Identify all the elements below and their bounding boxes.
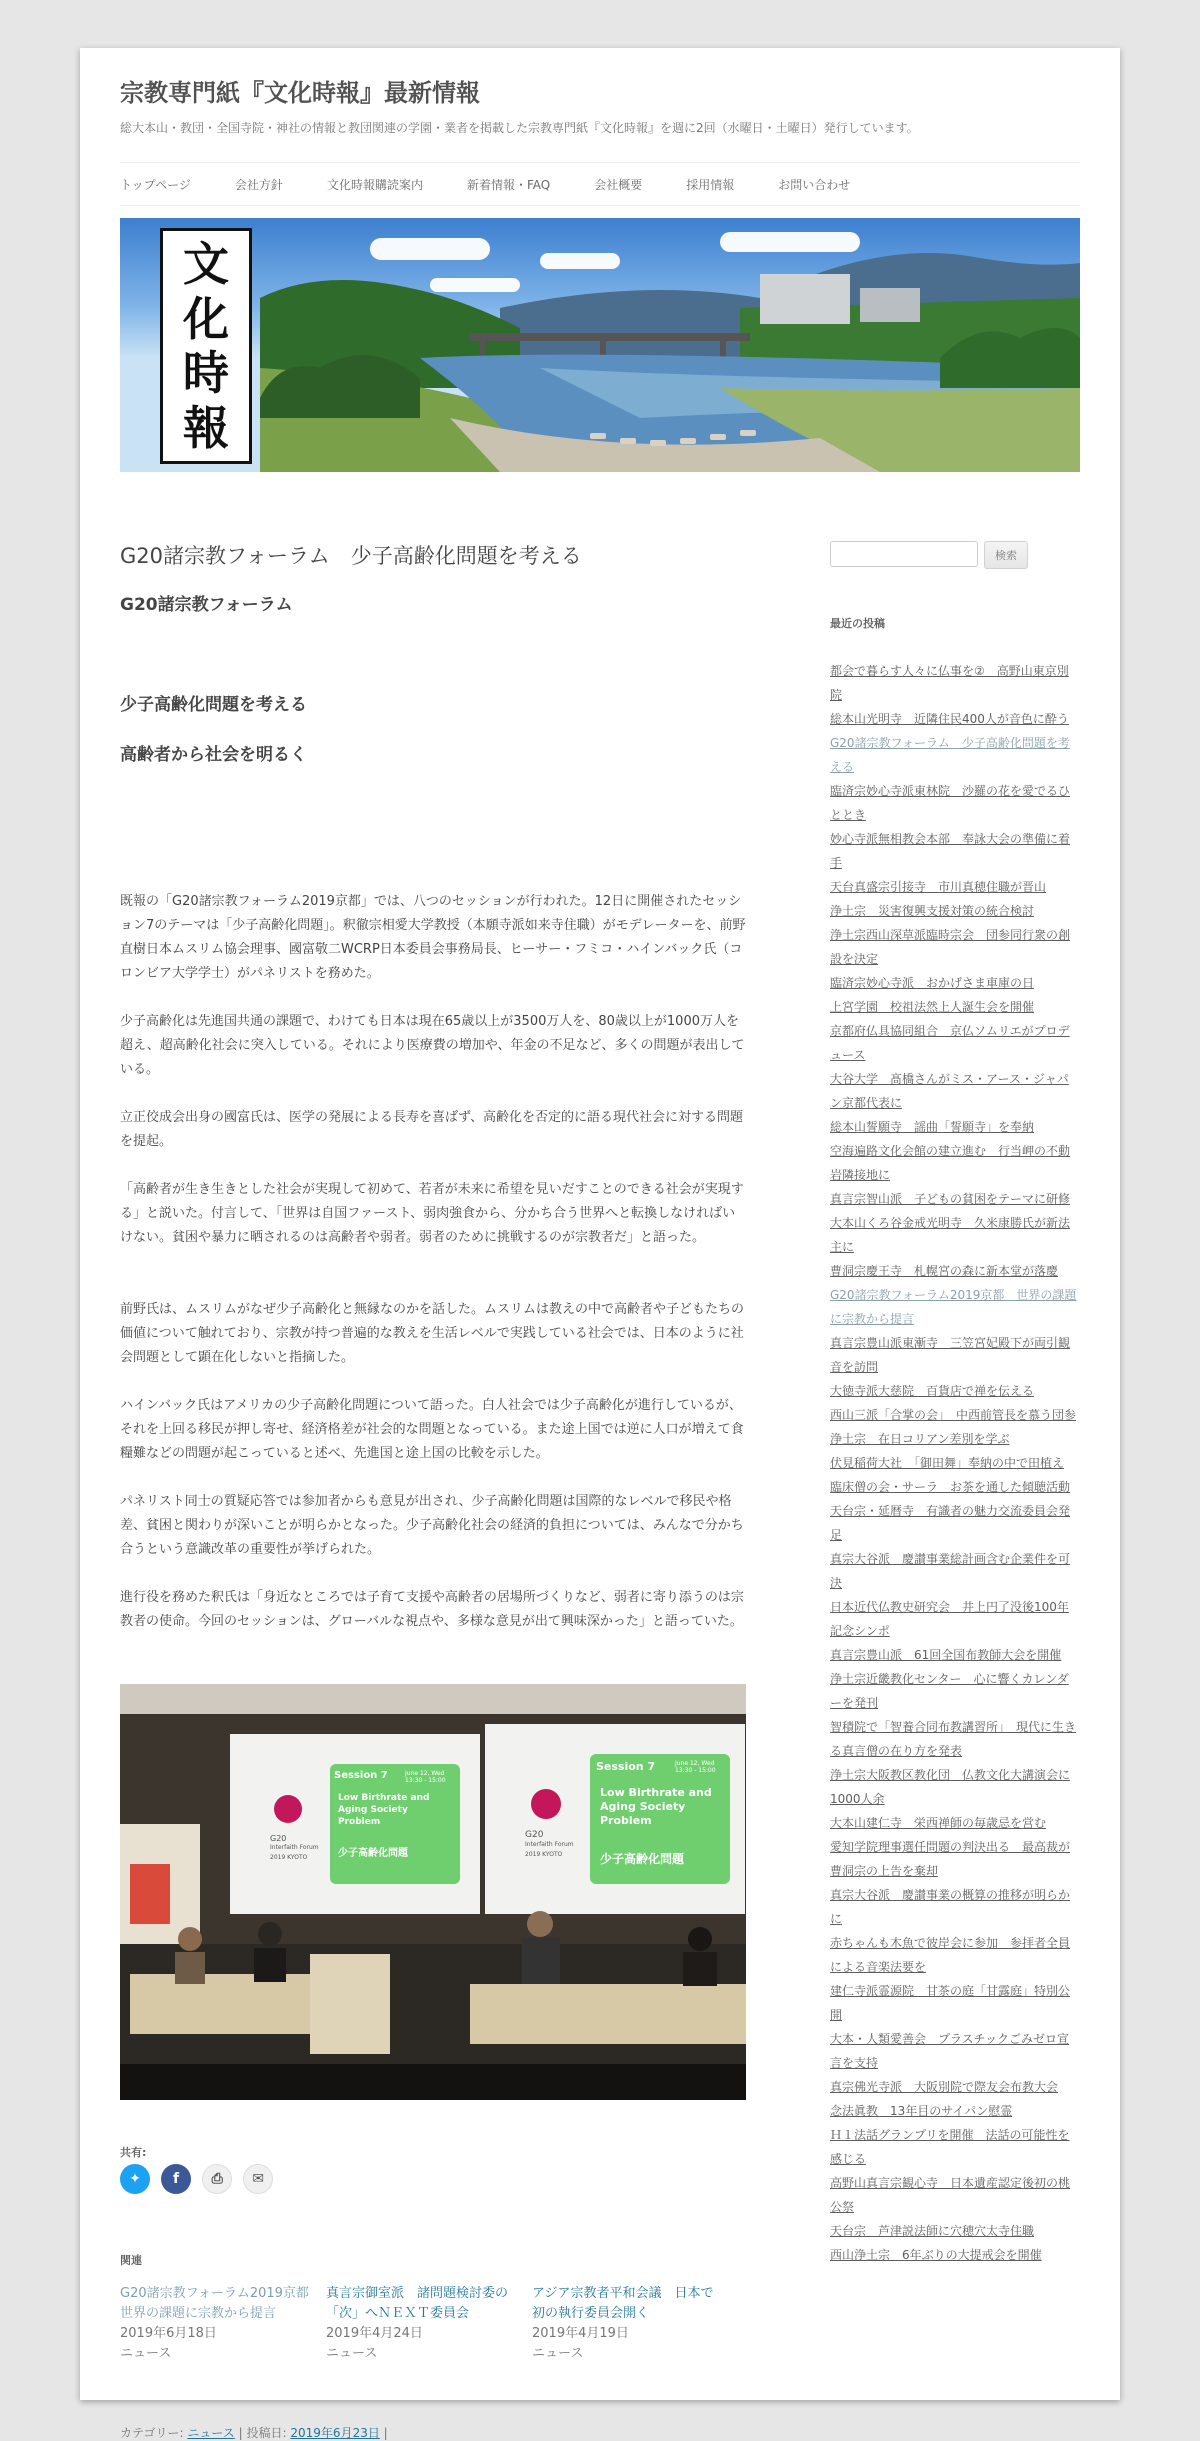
- recent-post-link[interactable]: 西山三派「合掌の会」 中西前管長を慕う団参: [830, 1408, 1077, 1422]
- nav-item-policy[interactable]: 会社方針: [234, 177, 283, 192]
- facebook-icon: f: [173, 2171, 180, 2187]
- related-item-category: ニュース: [532, 2346, 584, 2361]
- recent-post-link[interactable]: 真言宗豊山派東漸寺 三笠宮妃殿下が両引観音を訪問: [830, 1336, 1071, 1374]
- main-nav: [120, 162, 1080, 206]
- session-photo-scene: [120, 1684, 746, 2100]
- article-heading-sub: 高齢者から社会を明るく: [120, 745, 307, 765]
- recent-post-link[interactable]: 浄土宗近畿教化センター 心に響くカレンダーを発刊: [830, 1672, 1069, 1710]
- recent-post-link[interactable]: Ｈ１法話グランプリを開催 法話の可能性を感じる: [830, 2128, 1070, 2166]
- nav-item-recruit[interactable]: 採用情報: [686, 177, 735, 192]
- recent-post-link[interactable]: 大徳寺派大慈院 百貨店で禅を伝える: [830, 1384, 1035, 1398]
- recent-post-link[interactable]: 総本山光明寺 近隣住民400人が音色に酔う: [830, 712, 1069, 726]
- recent-post-link[interactable]: 高野山真言宗観心寺 日本遺産認定後初の桃公祭: [830, 2176, 1071, 2214]
- recent-post-link[interactable]: 天台真盛宗引接寺 市川真穂住職が晋山: [830, 880, 1047, 894]
- category-label: カテゴリー:: [120, 2426, 184, 2440]
- slide-topic-ja: 少子高齢化問題: [338, 1848, 408, 1859]
- slide-brand-forum-right: Interfaith Forum: [525, 1841, 574, 1848]
- related-item-title[interactable]: 真言宗御室派 諸問題検討委の「次」へＮＥＸＴ委員会: [326, 2286, 509, 2321]
- recent-post-link[interactable]: 智積院で「智養合同布教講習所」 現代に生きる真言僧の在り方を発表: [830, 1720, 1077, 1758]
- recent-post-link[interactable]: G20諸宗教フォーラム2019京都 世界の課題に宗教から提言: [830, 1288, 1077, 1326]
- email-share-button[interactable]: [243, 2164, 273, 2194]
- session-photo[interactable]: [120, 1684, 746, 2100]
- article-paragraph-4: 「高齢者が生き生きとした社会が実現して初めて、若者が未来に希望を見いだすことのできる社会が実現する」と説いた。付言して、「世界は自国ファースト、弱肉強食から、分かち合う世界へと転換しなければいけない。貧困や暴力に晒されるのは高齢者や弱者。弱者のために挑戦するのが宗教者だ」と語った。: [120, 1182, 744, 1245]
- recent-post-link[interactable]: 大谷大学 髙橋さんがミス・アース・ジャパン京都代表に: [830, 1072, 1069, 1110]
- recent-post-link[interactable]: 念法眞教 13年目のサイパン慰霊: [830, 2104, 1013, 2118]
- recent-post-link[interactable]: 伏見稲荷大社 「御田舞」奉納の中で田植え: [830, 1456, 1065, 1470]
- recent-posts-title: 最近の投稿: [830, 617, 885, 630]
- slide-brand-kyoto: 2019 KYOTO: [270, 1854, 308, 1861]
- recent-post-link[interactable]: 大本山建仁寺 栄西禅師の毎歳忌を営む: [830, 1816, 1047, 1830]
- recent-post-link[interactable]: 建仁寺派霊源院 甘茶の庭「甘露庭」特別公開: [830, 1984, 1071, 2022]
- slide-topic-ja-right: 少子高齢化問題: [600, 1852, 685, 1866]
- recent-post-link[interactable]: 空海遍路文化会館の建立進む 行当岬の不動岩隣接地に: [830, 1144, 1071, 1182]
- posted-date-link[interactable]: 2019年6月23日: [290, 2426, 380, 2440]
- recent-post-link[interactable]: 真言宗智山派 子どもの貧困をテーマに研修: [830, 1192, 1071, 1206]
- twitter-share-button[interactable]: [120, 2164, 150, 2194]
- recent-posts-list: [830, 659, 1080, 2267]
- article-paragraph-5: 前野氏は、ムスリムがなぜ少子高齢化と無縁なのかを話した。ムスリムは教えの中で高齢者や子どもたちの価値について触れており、宗教が持つ普遍的な教えを生活レベルで実践している社会では、日本のように社会問題として顕在化しないと指摘した。: [120, 1302, 745, 1365]
- meta-end-separator: |: [383, 2426, 388, 2440]
- related-item[interactable]: [326, 2284, 516, 2364]
- recent-post-link[interactable]: 浄土宗 在日コリアン差別を学ぶ: [830, 1432, 1010, 1446]
- recent-post-link[interactable]: 妙心寺派無相教会本部 奉詠大会の準備に着手: [830, 832, 1071, 870]
- recent-post-link[interactable]: 大本山くろ谷金戒光明寺 久米康勝氏が新法主に: [830, 1216, 1071, 1254]
- search-button[interactable]: 検索: [984, 541, 1028, 569]
- site-description: 総大本山・教団・全国寺院・神社の情報と教団関連の学園・業者を掲載した宗教専門紙『文化時報』を週に2回（水曜日・土曜日）発行しています。: [120, 121, 919, 136]
- slide-topic-en-right: Low Birthrate and Aging Society Problem: [600, 1786, 712, 1827]
- recent-post-link[interactable]: 愛知学院理事選任問題の判決出る 最高裁が曹洞宗の上告を棄却: [830, 1840, 1071, 1878]
- related-item-category: ニュース: [326, 2346, 378, 2361]
- meta-separator: |: [238, 2426, 243, 2440]
- recent-post-link[interactable]: 真言宗豊山派 61回全国布教師大会を開催: [830, 1648, 1062, 1662]
- recent-post-link[interactable]: 天台宗・延暦寺 有識者の魅力交流委員会発足: [830, 1504, 1071, 1542]
- nav-item-subscription[interactable]: 文化時報購読案内: [326, 177, 423, 192]
- article-paragraph-6: ハインバック氏はアメリカの少子高齢化問題について語った。白人社会では少子高齢化が進行しているが、それを上回る移民が押し寄せ、経済格差が社会的な問題となっている。また途上国では逆に人口が増えて食糧難などの問題が起こっていると述べ、先進国と途上国の比較を示した。: [120, 1398, 744, 1461]
- nav-item-contact[interactable]: お問い合わせ: [778, 177, 851, 192]
- related-item-date: 2019年6月18日: [120, 2326, 217, 2341]
- logo-char-3: 時: [183, 346, 229, 401]
- posted-label: 投稿日:: [246, 2426, 287, 2440]
- recent-post-link[interactable]: 真宗大谷派 慶讃事業の概算の推移が明らかに: [830, 1888, 1071, 1926]
- slide-session: Session 7: [334, 1770, 388, 1781]
- recent-post-link[interactable]: 真宗大谷派 慶讃事業総計画含む企業件を可決: [830, 1552, 1071, 1590]
- related-item[interactable]: [120, 2284, 322, 2364]
- recent-post-link[interactable]: 浄土宗大阪教区教化団 仏教文化大講演会に1000人余: [830, 1768, 1071, 1806]
- related-item-category: ニュース: [120, 2346, 172, 2361]
- page: [80, 48, 1120, 2440]
- recent-post-link[interactable]: 上宮学園 校祖法然上人誕生会を開催: [830, 1000, 1035, 1014]
- related-item-date: 2019年4月24日: [326, 2326, 423, 2341]
- share-buttons: [120, 2164, 279, 2194]
- related-item-title[interactable]: G20諸宗教フォーラム2019京都 世界の課題に宗教から提言: [120, 2286, 322, 2321]
- print-icon: ⎙: [211, 2171, 223, 2187]
- recent-post-link[interactable]: 都会で暮らす人々に仏事を② 高野山東京別院: [830, 664, 1069, 702]
- email-icon: ✉: [252, 2171, 265, 2187]
- facebook-share-button[interactable]: [161, 2164, 191, 2194]
- recent-post-link[interactable]: 天台宗 芦津説法師に穴穂穴太寺住職: [830, 2224, 1035, 2238]
- slide-brand-forum: Interfaith Forum: [270, 1844, 319, 1851]
- entry-meta: [120, 2424, 388, 2441]
- recent-post-link[interactable]: 大本・人類愛善会 プラスチックごみゼロ宣言を支持: [830, 2032, 1070, 2070]
- recent-post-link[interactable]: 曹洞宗慶王寺 札幌宮の森に新本堂が落慶: [830, 1264, 1059, 1278]
- article-heading-forum: G20諸宗教フォーラム: [120, 595, 293, 615]
- recent-post-link[interactable]: 総本山誓願寺 謡曲「誓願寺」を奉納: [830, 1120, 1035, 1134]
- header-banner-image: [120, 218, 1080, 472]
- slide-date: June 12, Wed 13:30 - 15:00: [405, 1770, 446, 1784]
- print-share-button[interactable]: [202, 2164, 232, 2194]
- recent-post-link[interactable]: 臨済宗妙心寺派東林院 沙羅の花を愛でるひととき: [830, 784, 1071, 822]
- banner-landscape: [120, 218, 1080, 472]
- slide-date-right: June 12, Wed 13:30 - 15:00: [675, 1760, 716, 1774]
- article-paragraph-7: パネリスト同士の質疑応答では参加者からも意見が出され、少子高齢化問題は国際的なレベルで移民や格差、貧困と関わりが深いことが明らかとなった。少子高齢化社会の経済的負担については、みんなで分かち合うという意識改革の重要性が挙げられた。: [120, 1494, 744, 1557]
- recent-post-link[interactable]: 赤ちゃんも木魚で彼岸会に参加 参拝者全員による音楽法要を: [830, 1936, 1071, 1974]
- article-paragraph-2: 少子高齢化は先進国共通の課題で、わけても日本は現在65歳以上が3500万人を、80歳以上が1000万人を超え、超高齢化社会に突入している。それにより医療費の増加や、年金の不足など、多くの問題が表出している。: [120, 1014, 745, 1077]
- share-label: 共有:: [120, 2146, 147, 2159]
- site-header: [80, 48, 1120, 206]
- nav-item-company[interactable]: 会社概要: [594, 177, 643, 192]
- nav-item-news-faq[interactable]: 新着情報・FAQ: [466, 177, 551, 192]
- logo-char-2: 化: [183, 291, 229, 346]
- recent-post-link[interactable]: 浄土宗西山深草派臨時宗会 団参同行衆の創設を決定: [830, 928, 1071, 966]
- newspaper-logo: [160, 228, 252, 464]
- recent-post-link[interactable]: 真宗佛光寺派 大阪別院で際友会布教大会: [830, 2080, 1059, 2094]
- recent-post-link[interactable]: 臨済宗妙心寺派 おかげさま車庫の日: [830, 976, 1035, 990]
- slide-session-right: Session 7: [596, 1760, 656, 1773]
- recent-post-link[interactable]: 日本近代仏教史研究会 井上円了没後100年記念シンポ: [830, 1600, 1069, 1638]
- slide-brand-g20: G20: [270, 1834, 287, 1843]
- recent-post-link[interactable]: 西山浄土宗 6年ぶりの大提戒会を開催: [830, 2248, 1042, 2262]
- search-input[interactable]: [830, 541, 978, 567]
- recent-post-link[interactable]: 浄土宗 災害復興支援対策の統合検討: [830, 904, 1035, 918]
- logo-char-1: 文: [183, 237, 229, 292]
- related-item-date: 2019年4月19日: [532, 2326, 629, 2341]
- site-title[interactable]: 宗教専門紙『文化時報』最新情報: [120, 79, 480, 107]
- recent-post-link[interactable]: 京都府仏具協同組合 京仏ソムリエがプロデュース: [830, 1024, 1070, 1062]
- recent-post-link[interactable]: 臨床僧の会・サーラ お茶を通した傾聴活動: [830, 1480, 1071, 1494]
- article-paragraph-3: 立正佼成会出身の國富氏は、医学の発展による長寿を喜ばず、高齢化を否定的に語る現代社会に対する問題を提起。: [120, 1110, 743, 1149]
- slide-brand-g20-right: G20: [525, 1830, 544, 1840]
- related-item[interactable]: [532, 2284, 722, 2364]
- recent-post-link[interactable]: G20諸宗教フォーラム 少子高齢化問題を考える: [830, 736, 1070, 774]
- logo-char-4: 報: [183, 400, 229, 455]
- slide-topic-en: Low Birthrate and Aging Society Problem: [338, 1793, 430, 1827]
- article-heading-topic: 少子高齢化問題を考える: [120, 695, 307, 715]
- related-item-title[interactable]: アジア宗教者平和会議 日本で初の執行委員会開く: [532, 2286, 714, 2321]
- nav-item-top[interactable]: トップページ: [120, 177, 191, 192]
- article-paragraph-8: 進行役を務めた釈氏は「身近なところでは子育て支援や高齢者の居場所づくりなど、弱者に寄り添うのは宗教者の使命。今回のセッションは、グローバルな視点や、多様な意見が出て興味深かった」と語っていた。: [120, 1590, 744, 1629]
- article-title: G20諸宗教フォーラム 少子高齢化問題を考える: [120, 544, 582, 568]
- category-link[interactable]: ニュース: [187, 2426, 235, 2440]
- related-label: 関連: [120, 2254, 142, 2267]
- twitter-icon: ✦: [129, 2171, 141, 2187]
- slide-brand-kyoto-right: 2019 KYOTO: [525, 1851, 563, 1858]
- article-paragraph-1: 既報の「G20諸宗教フォーラム2019京都」では、八つのセッションが行われた。12日に開催されたセッション7のテーマは「少子高齢化問題」。釈徹宗相愛大学教授（本願寺派如来寺住職）がモデレーターを、前野直樹日本ムスリム協会理事、國富敬二WCRP日本委員会事務局長、ヒーサー・フミコ・ハインバック氏（コロンビア大学学士）がパネリストを務めた。: [120, 894, 746, 981]
